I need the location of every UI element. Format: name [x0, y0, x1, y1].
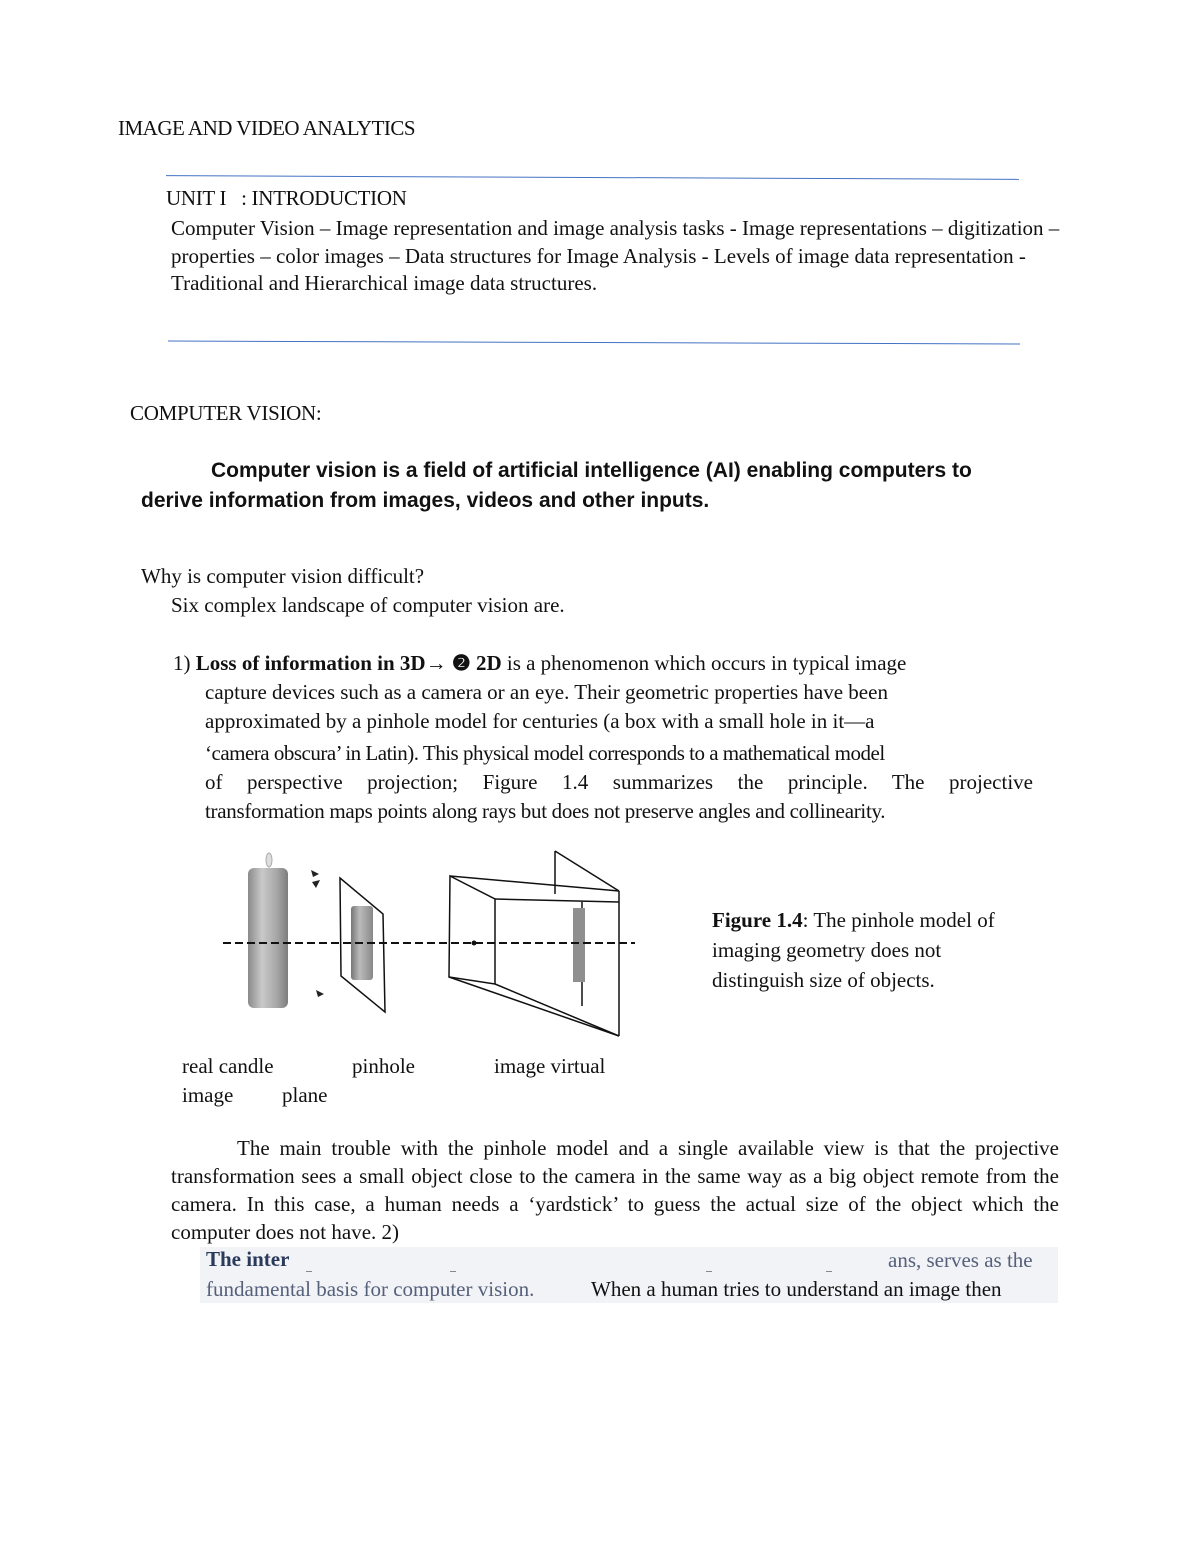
unit-heading: UNIT I : INTRODUCTION — [166, 186, 407, 210]
item1-line1 — [173, 649, 1033, 678]
label-image-virtual: image virtual — [494, 1054, 606, 1078]
section-heading: COMPUTER VISION: — [130, 401, 322, 425]
image-plane — [340, 878, 385, 1012]
bottom-rule — [168, 341, 1020, 345]
item2-lead: The inter — [206, 1247, 290, 1271]
item1-line4: ‘camera obscura’ in Latin). This physical model corresponds to a mathematical model — [205, 741, 885, 765]
arrow-glyph-icon: ❷ — [451, 651, 471, 675]
list-item-1 — [173, 649, 1033, 826]
item1-line5: of perspective projection; Figure 1.4 summarizes the principle. The projective — [205, 770, 1033, 794]
hidden-text-dash — [306, 1271, 312, 1272]
hidden-text-dash — [826, 1271, 832, 1272]
document-title: IMAGE AND VIDEO ANALYTICS — [118, 116, 416, 140]
item2-line2-rest: When a human tries to understand an image then — [591, 1277, 1002, 1301]
figure-caption-label: Figure 1.4 — [712, 908, 803, 932]
ray-arrows — [311, 870, 324, 997]
figure-caption — [712, 905, 1012, 995]
definition-strong: field of artificial intelligence (AI) enabling computers to derive information — [141, 459, 972, 512]
item-number: 1) — [173, 651, 196, 675]
real-candle — [248, 853, 288, 1008]
pinhole-figure — [215, 846, 645, 1046]
unit-description: Computer Vision – Image representation and image analysis tasks - Image representations – digitization – properties – color images – Data structures for Image Analysis - Levels of image data representation - Traditional and Hierarchical image data structures. — [171, 216, 1060, 295]
item1-line3: approximated by a pinhole model for centuries (a box with a small hole in it—a — [205, 709, 875, 733]
item1-line1-rest: is a phenomenon which occurs in typical image — [501, 651, 907, 675]
label-plane: plane — [282, 1083, 328, 1107]
item2-line2-faded: fundamental basis for computer vision. — [206, 1277, 535, 1301]
top-rule — [166, 175, 1019, 180]
label-pinhole: pinhole — [352, 1054, 415, 1078]
definition-lead: Computer vision is a — [211, 459, 424, 482]
item1-line6: transformation maps points along rays but does not preserve angles and collinearity. — [205, 799, 886, 823]
item1-line2: capture devices such as a camera or an eye. Their geometric properties have been — [205, 680, 888, 704]
why-intro: Six complex landscape of computer vision are. — [171, 593, 565, 617]
label-image: image — [182, 1083, 234, 1107]
why-question: Why is computer vision difficult? — [141, 564, 425, 588]
paragraph-pinhole-trouble — [171, 1134, 1059, 1246]
item-bold-2d: 2D — [470, 651, 502, 675]
hidden-text-dash — [450, 1271, 456, 1272]
pinhole-point — [472, 941, 477, 946]
label-real-candle: real candle — [182, 1054, 274, 1078]
item-bold-lead: Loss of information in 3D→ — [195, 651, 452, 675]
item2-tail-right: ans, serves as the — [888, 1248, 1033, 1272]
definition-tail: from images, videos and other inputs. — [324, 489, 710, 512]
hidden-text-dash — [706, 1271, 712, 1272]
figure-caption-text: : The pinhole model of imaging geometry does not distinguish size of objects. — [712, 908, 995, 992]
paragraph2-text: The main trouble with the pinhole model and a single available view is that the projective transformation sees a small object close to the camera in the same way as a big object remote from the camera. In this case, a human needs a ‘yardstick’ to guess the actual size of the object which the computer does not have. 2) — [171, 1136, 1059, 1244]
definition-paragraph — [141, 456, 1031, 516]
